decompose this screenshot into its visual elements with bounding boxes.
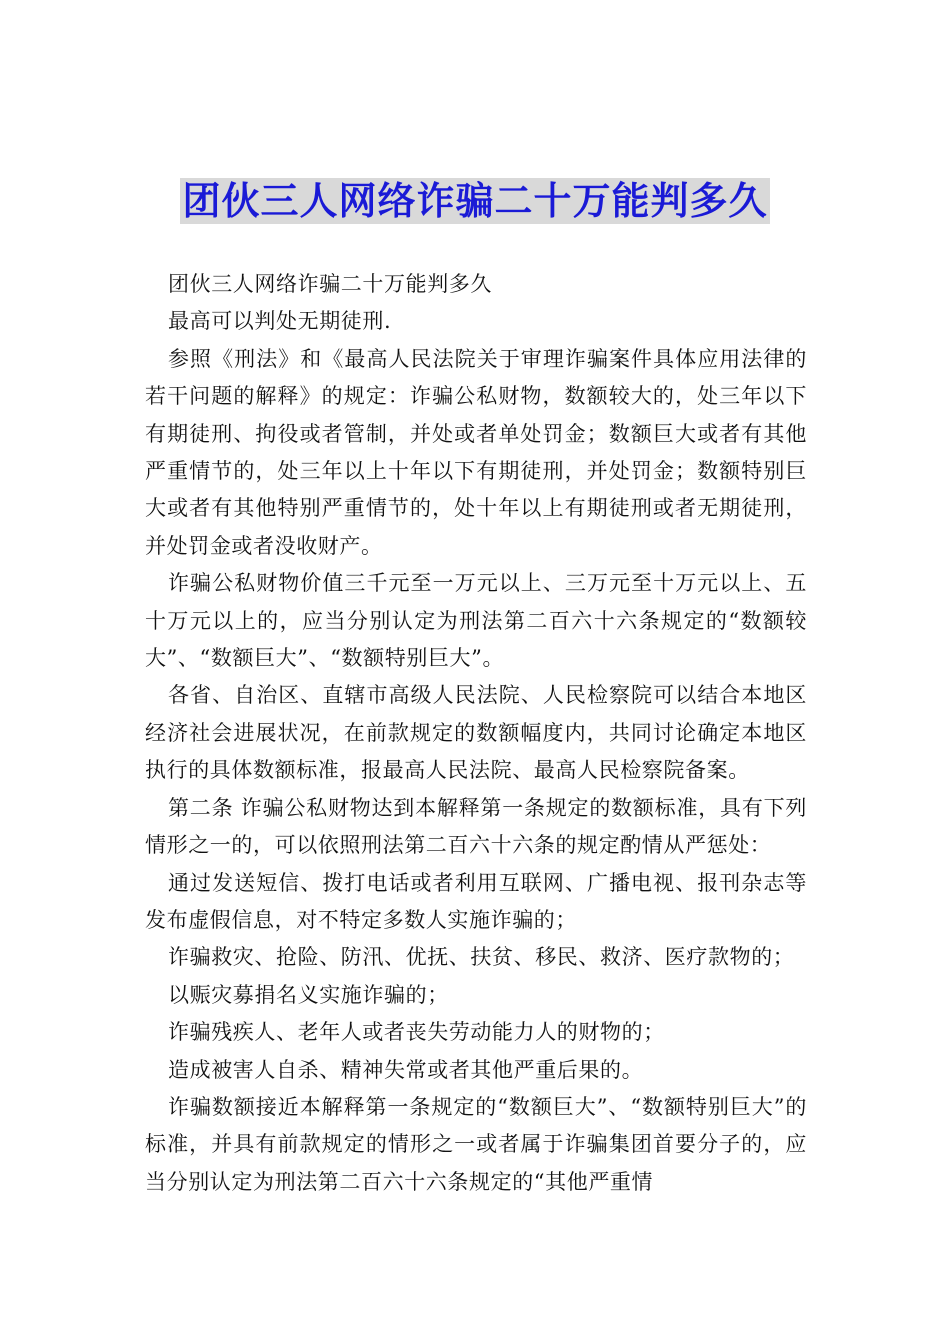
paragraph-item-donation: 以赈灾募捐名义实施诈骗的； <box>168 982 449 1007</box>
paragraph-heading-repeat: 团伙三人网络诈骗二十万能判多久 <box>168 272 492 296</box>
paragraph-amount-thresholds: 诈骗公私财物价值三千元至一万元以上、三万元至十万元以上、五十万元以上的，应当分别认定为刑法第二百六十六条规定的“数额较大”、“数额巨大”、“数额特别巨大”。 <box>145 571 807 671</box>
paragraph-item-relief-funds: 诈骗救灾、抢险、防汛、优抚、扶贫、移民、救济、医疗款物的； <box>168 945 795 970</box>
title-container <box>0 178 950 224</box>
paragraph-criminal-law: 参照《刑法》和《最高人民法院关于审理诈骗案件具体应用法律的若干问题的解释》的规定：诈骗公私财物，数额较大的，处三年以下有期徒刑、拘役或者管制，并处或者单处罚金；数额巨大或者有其他严重情节的，处三年以上十年以下有期徒刑，并处罚金；数额特别巨大或者有其他特别严重情节的，处十年以上有期徒刑或者无期徒刑，并处罚金或者没收财产。 <box>145 346 807 558</box>
document-title: 团伙三人网络诈骗二十万能判多久 <box>182 179 768 223</box>
document-body <box>145 266 807 1201</box>
paragraph-article-two: 第二条 诈骗公私财物达到本解释第一条规定的数额标准，具有下列情形之一的，可以依照刑法第二百六十六条的规定酌情从严惩处： <box>145 795 807 858</box>
paragraph-item-serious-consequences: 造成被害人自杀、精神失常或者其他严重后果的。 <box>168 1057 644 1082</box>
paragraph-near-threshold: 诈骗数额接近本解释第一条规定的“数额巨大”、“数额特别巨大”的标准，并具有前款规定的情形之一或者属于诈骗集团首要分子的，应当分别认定为刑法第二百六十六条规定的“其他严重情 <box>145 1094 807 1194</box>
paragraph-item-false-information: 通过发送短信、拨打电话或者利用互联网、广播电视、报刊杂志等发布虚假信息，对不特定多数人实施诈骗的； <box>145 870 807 932</box>
paragraph-answer: 最高可以判处无期徒刑. <box>168 309 392 334</box>
paragraph-provincial-standards: 各省、自治区、直辖市高级人民法院、人民检察院可以结合本地区经济社会进展状况，在前款规定的数额幅度内，共同讨论确定本地区执行的具体数额标准，报最高人民法院、最高人民检察院备案。 <box>145 683 807 783</box>
paragraph-item-vulnerable-victims: 诈骗残疾人、老年人或者丧失劳动能力人的财物的； <box>168 1020 665 1045</box>
